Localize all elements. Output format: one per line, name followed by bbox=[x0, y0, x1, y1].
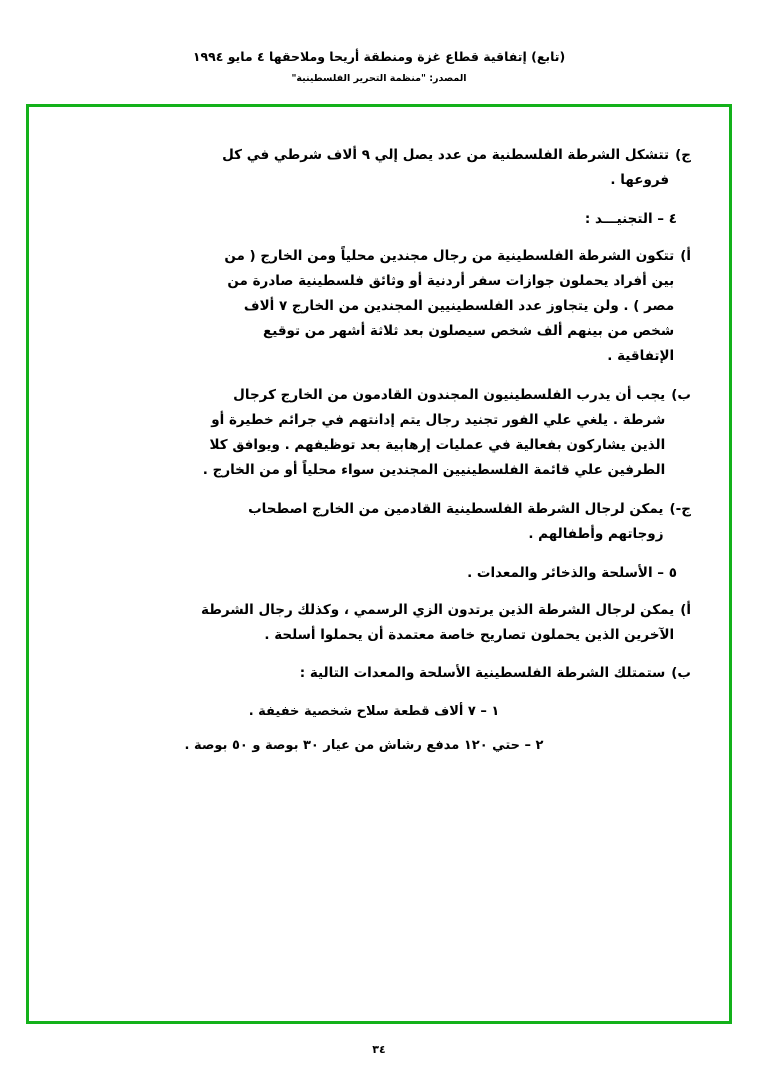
section-heading-weapons: ٥ – الأسلحة والذخائر والمعدات . bbox=[467, 564, 677, 581]
paragraph-line: الطرفين علي قائمة الفلسطينيين المجندين سواء محلياً أو من الخارج . bbox=[202, 461, 666, 478]
paragraph-line: الذين يشاركون بفعالية في عمليات إرهابية بعد توظيفهم . ويوافق كلا bbox=[209, 436, 666, 453]
paragraph-text bbox=[67, 143, 669, 193]
paragraph-marker: أ) bbox=[680, 601, 691, 618]
paragraph-line: زوجاتهم وأطفالهم . bbox=[528, 525, 664, 542]
paragraph-text bbox=[67, 244, 674, 369]
paragraph-line: ستمتلك الشرطة الفلسطينية الأسلحة والمعدات التالية : bbox=[299, 665, 666, 682]
paragraph-line: شخص من بينهم ألف شخص سيصلون بعد ثلاثة أشهر من توقيع bbox=[262, 322, 675, 339]
paragraph-line: تتكون الشرطة الفلسطينية من رجال مجندين محلياً ومن الخارج ( من bbox=[224, 247, 675, 264]
paragraph-item bbox=[67, 598, 691, 648]
paragraph-line: الآخرين الذين يحملون تصاريح خاصة معتمدة أن يحملوا أسلحة . bbox=[264, 626, 675, 643]
header-source: المصدر: "منظمة التحرير الفلسطينية" bbox=[291, 72, 467, 84]
paragraph-item bbox=[67, 143, 691, 193]
paragraph-text bbox=[67, 598, 674, 648]
header-title: (تابع) إتفاقية قطاع غزة ومنطقة أريحا وملاحقها ٤ مايو ١٩٩٤ bbox=[192, 49, 566, 64]
page-number: ٣٤ bbox=[372, 1043, 386, 1056]
paragraph-line: يمكن لرجال الشرطة الفلسطينية القادمين من الخارج اصطحاب bbox=[248, 500, 664, 517]
paragraph-line: الإتفاقية . bbox=[607, 347, 675, 364]
paragraph-line: مصر ) . ولن يتجاوز عدد الفلسطينيين المجندين من الخارج ٧ ألاف bbox=[243, 297, 675, 314]
paragraph-line: تتشكل الشرطة الفلسطنية من عدد يصل إلي ٩ ألاف شرطي في كل bbox=[222, 147, 670, 163]
paragraph-item bbox=[67, 244, 691, 369]
paragraph-item bbox=[67, 383, 691, 483]
paragraph-line: فروعها . bbox=[610, 171, 670, 188]
paragraph-marker: ب) bbox=[671, 665, 691, 682]
section-heading-recruitment: ٤ – التجنيـــد : bbox=[584, 210, 677, 227]
paragraph-line: يمكن لرجال الشرطة الذين يرتدون الزي الرسمي ، وكذلك رجال الشرطة bbox=[201, 601, 675, 618]
paragraph-item bbox=[67, 497, 691, 547]
paragraph-marker: أ) bbox=[680, 247, 691, 264]
paragraph-text bbox=[67, 383, 665, 483]
paragraph-line: بين أفراد يحملون جوازات سفر أردنية أو وثائق فلسطينية صادرة من bbox=[227, 272, 675, 289]
paragraph-line: يجب أن يدرب الفلسطينيون المجندون القادمون من الخارج كرجال bbox=[233, 386, 666, 403]
green-border-frame bbox=[26, 104, 732, 1024]
paragraph-marker: ج) bbox=[675, 147, 691, 163]
paragraph-marker: ب) bbox=[671, 386, 691, 403]
list-item: ٢ – حتي ١٢٠ مدفع رشاش من عيار ٣٠ بوصة و ٥٠ بوصة . bbox=[184, 738, 544, 754]
document-header bbox=[0, 48, 758, 85]
paragraph-text bbox=[67, 497, 663, 547]
list-item: ١ – ٧ ألاف قطعة سلاح شخصية خفيفة . bbox=[248, 704, 500, 720]
paragraph-line: شرطة . يلغي علي الفور تجنيد رجال يتم إدانتهم في جرائم خطيرة أو bbox=[211, 411, 666, 428]
paragraph-item bbox=[67, 661, 691, 686]
paragraph-marker: ج-) bbox=[669, 500, 691, 517]
document-body bbox=[67, 143, 691, 769]
paragraph-text bbox=[67, 661, 665, 686]
